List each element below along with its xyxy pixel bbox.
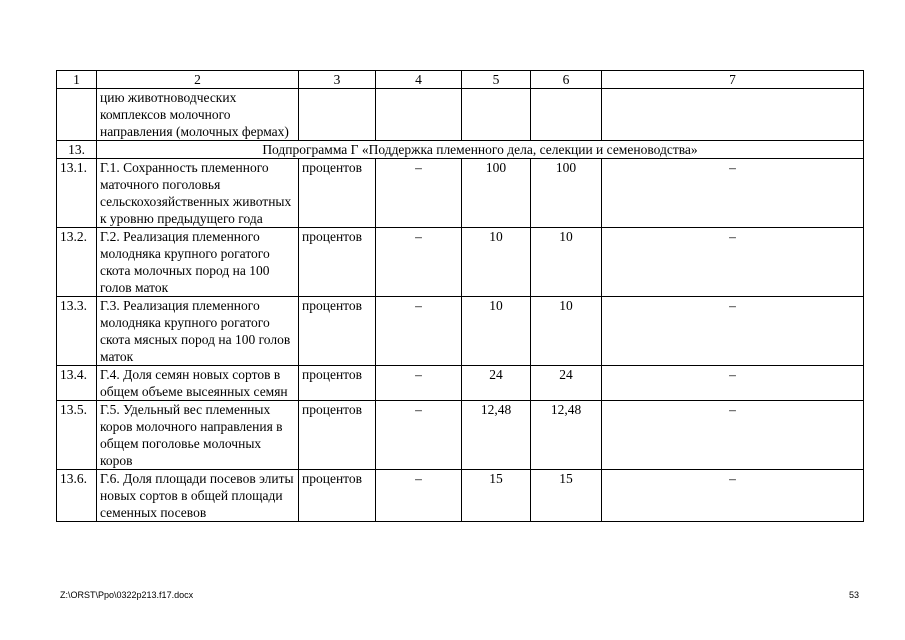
column-number-header <box>57 71 864 89</box>
value-cell-5: 12,48 <box>462 401 531 470</box>
value-cell-7: – <box>602 401 864 470</box>
value-cell-4 <box>376 89 462 141</box>
value-cell-4: – <box>376 228 462 297</box>
value-cell-4: – <box>376 470 462 522</box>
value-cell-6: 24 <box>531 366 602 401</box>
value-cell-5: 10 <box>462 297 531 366</box>
row-number: 13. <box>57 141 97 159</box>
value-cell-5: 100 <box>462 159 531 228</box>
continuation-row <box>57 89 864 141</box>
header-cell: 3 <box>299 71 376 89</box>
value-cell-6: 10 <box>531 228 602 297</box>
header-cell: 4 <box>376 71 462 89</box>
header-cell: 6 <box>531 71 602 89</box>
unit-cell <box>299 89 376 141</box>
unit-cell: процентов <box>299 297 376 366</box>
indicators-table <box>56 70 864 522</box>
value-cell-7: – <box>602 159 864 228</box>
value-cell-4: – <box>376 401 462 470</box>
value-cell-5 <box>462 89 531 141</box>
indicator-name: Г.3. Реализация племенного молодняка крупного рогатого скота мясных пород на 100 голов маток <box>97 297 299 366</box>
indicator-name: Г.4. Доля семян новых сортов в общем объеме высеянных семян <box>97 366 299 401</box>
value-cell-7: – <box>602 228 864 297</box>
table-row <box>57 366 864 401</box>
header-cell: 7 <box>602 71 864 89</box>
page-number: 53 <box>848 590 859 600</box>
unit-cell: процентов <box>299 228 376 297</box>
row-number: 13.4. <box>57 366 97 401</box>
value-cell-7: – <box>602 470 864 522</box>
row-number: 13.6. <box>57 470 97 522</box>
table-row <box>57 470 864 522</box>
value-cell-6: 15 <box>531 470 602 522</box>
indicator-name: Г.1. Сохранность племенного маточного поголовья сельскохозяйственных животных к уровню предыдущего года <box>97 159 299 228</box>
value-cell-6: 100 <box>531 159 602 228</box>
value-cell-6: 12,48 <box>531 401 602 470</box>
indicator-name: Г.2. Реализация племенного молодняка крупного рогатого скота молочных пород на 100 голов маток <box>97 228 299 297</box>
header-cell: 5 <box>462 71 531 89</box>
value-cell-5: 10 <box>462 228 531 297</box>
indicator-name: цию животноводческих комплексов молочного направления (молочных фермах) <box>97 89 299 141</box>
file-path: Z:\ORST\Ppo\0322p213.f17.docx <box>60 590 194 600</box>
row-number: 13.3. <box>57 297 97 366</box>
table-row <box>57 159 864 228</box>
value-cell-5: 15 <box>462 470 531 522</box>
value-cell-4: – <box>376 366 462 401</box>
row-number: 13.5. <box>57 401 97 470</box>
unit-cell: процентов <box>299 159 376 228</box>
value-cell-4: – <box>376 297 462 366</box>
row-number: 13.2. <box>57 228 97 297</box>
header-cell: 2 <box>97 71 299 89</box>
indicator-name: Г.5. Удельный вес племенных коров молочного направления в общем поголовье молочных коров <box>97 401 299 470</box>
value-cell-6: 10 <box>531 297 602 366</box>
row-number: 13.1. <box>57 159 97 228</box>
indicator-name: Г.6. Доля площади посевов элиты новых сортов в общей площади семенных посевов <box>97 470 299 522</box>
header-cell: 1 <box>57 71 97 89</box>
table-row <box>57 228 864 297</box>
unit-cell: процентов <box>299 470 376 522</box>
table-row <box>57 401 864 470</box>
value-cell-5: 24 <box>462 366 531 401</box>
row-number <box>57 89 97 141</box>
subprogram-row <box>57 141 864 159</box>
unit-cell: процентов <box>299 401 376 470</box>
table-row <box>57 297 864 366</box>
value-cell-6 <box>531 89 602 141</box>
unit-cell: процентов <box>299 366 376 401</box>
value-cell-7 <box>602 89 864 141</box>
value-cell-7: – <box>602 366 864 401</box>
value-cell-4: – <box>376 159 462 228</box>
subprogram-title: Подпрограмма Г «Поддержка племенного дела, селекции и семеноводства» <box>97 141 864 159</box>
value-cell-7: – <box>602 297 864 366</box>
